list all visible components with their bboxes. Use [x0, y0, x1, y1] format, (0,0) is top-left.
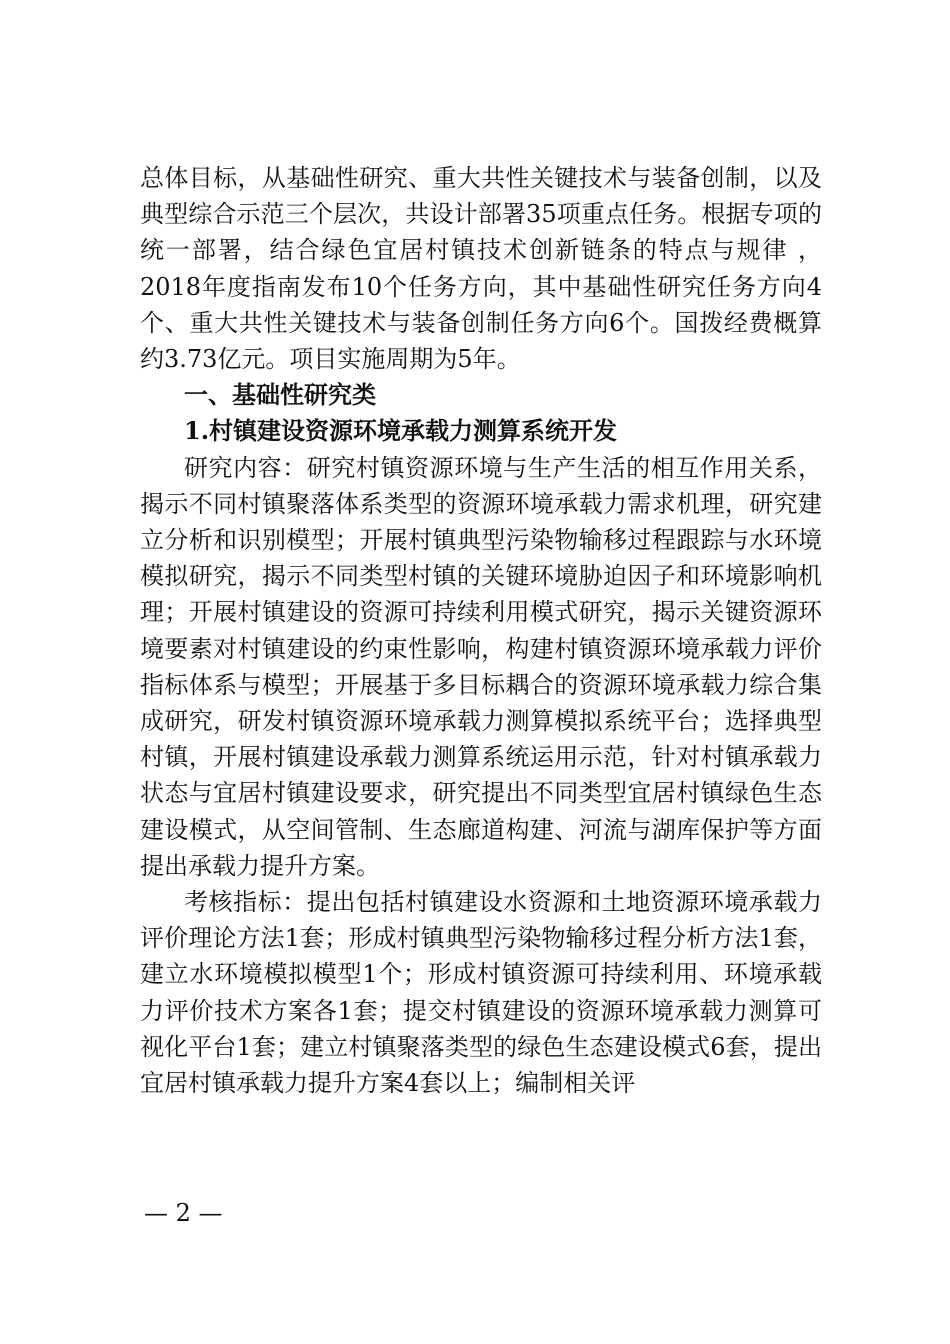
- item-heading: 1.村镇建设资源环境承载力测算系统开发: [184, 416, 618, 446]
- research-content-paragraph: 研究内容：研究村镇资源环境与生产生活的相互作用关系，揭示不同村镇聚落体系类型的资源环境承载力需求机理，研究建立分析和识别模型；开展村镇典型污染物输移过程跟踪与水环境模拟研究，揭示不同类型村镇的关键环境胁迫因子和环境影响机理；开展村镇建设的资源可持续利用模式研究，揭示关键资源环境要素对村镇建设的约束性影响，构建村镇资源环境承载力评价指标体系与模型；开展基于多目标耦合的资源环境承载力综合集成研究，研发村镇资源环境承载力测算模拟系统平台；选择典型村镇，开展村镇建设承载力测算系统运用示范，针对村镇承载力状态与宜居村镇建设要求，研究提出不同类型宜居村镇绿色生态建设模式，从空间管制、生态廊道构建、河流与湖库保护等方面提出承载力提升方案。: [140, 453, 822, 880]
- page-number: — 2 —: [144, 1199, 223, 1227]
- intro-paragraph: 总体目标，从基础性研究、重大共性关键技术与装备创制，以及典型综合示范三个层次，共设计部署35项重点任务。根据专项的统一部署，结合绿色宜居村镇技术创新链条的特点与规律 ，2018年度指南发布10个任务方向，其中基础性研究任务方向4个、重大共性关键技术与装备创制任务方向6个。国拨经费概算约3.73亿元。项目实施周期为5年。: [140, 164, 822, 374]
- document-body: [140, 160, 822, 1101]
- section-heading: 一、基础性研究类: [184, 381, 376, 410]
- assessment-paragraph: 考核指标：提出包括村镇建设水资源和土地资源环境承载力评价理论方法1套；形成村镇典型污染物输移过程分析方法1套，建立水环境模拟模型1个；形成村镇资源可持续利用、环境承载力评价技术方案各1套；提交村镇建设的资源环境承载力测算可视化平台1套；建立村镇聚落类型的绿色生态建设模式6套，提出宜居村镇承载力提升方案4套以上；编制相关评: [140, 888, 822, 1098]
